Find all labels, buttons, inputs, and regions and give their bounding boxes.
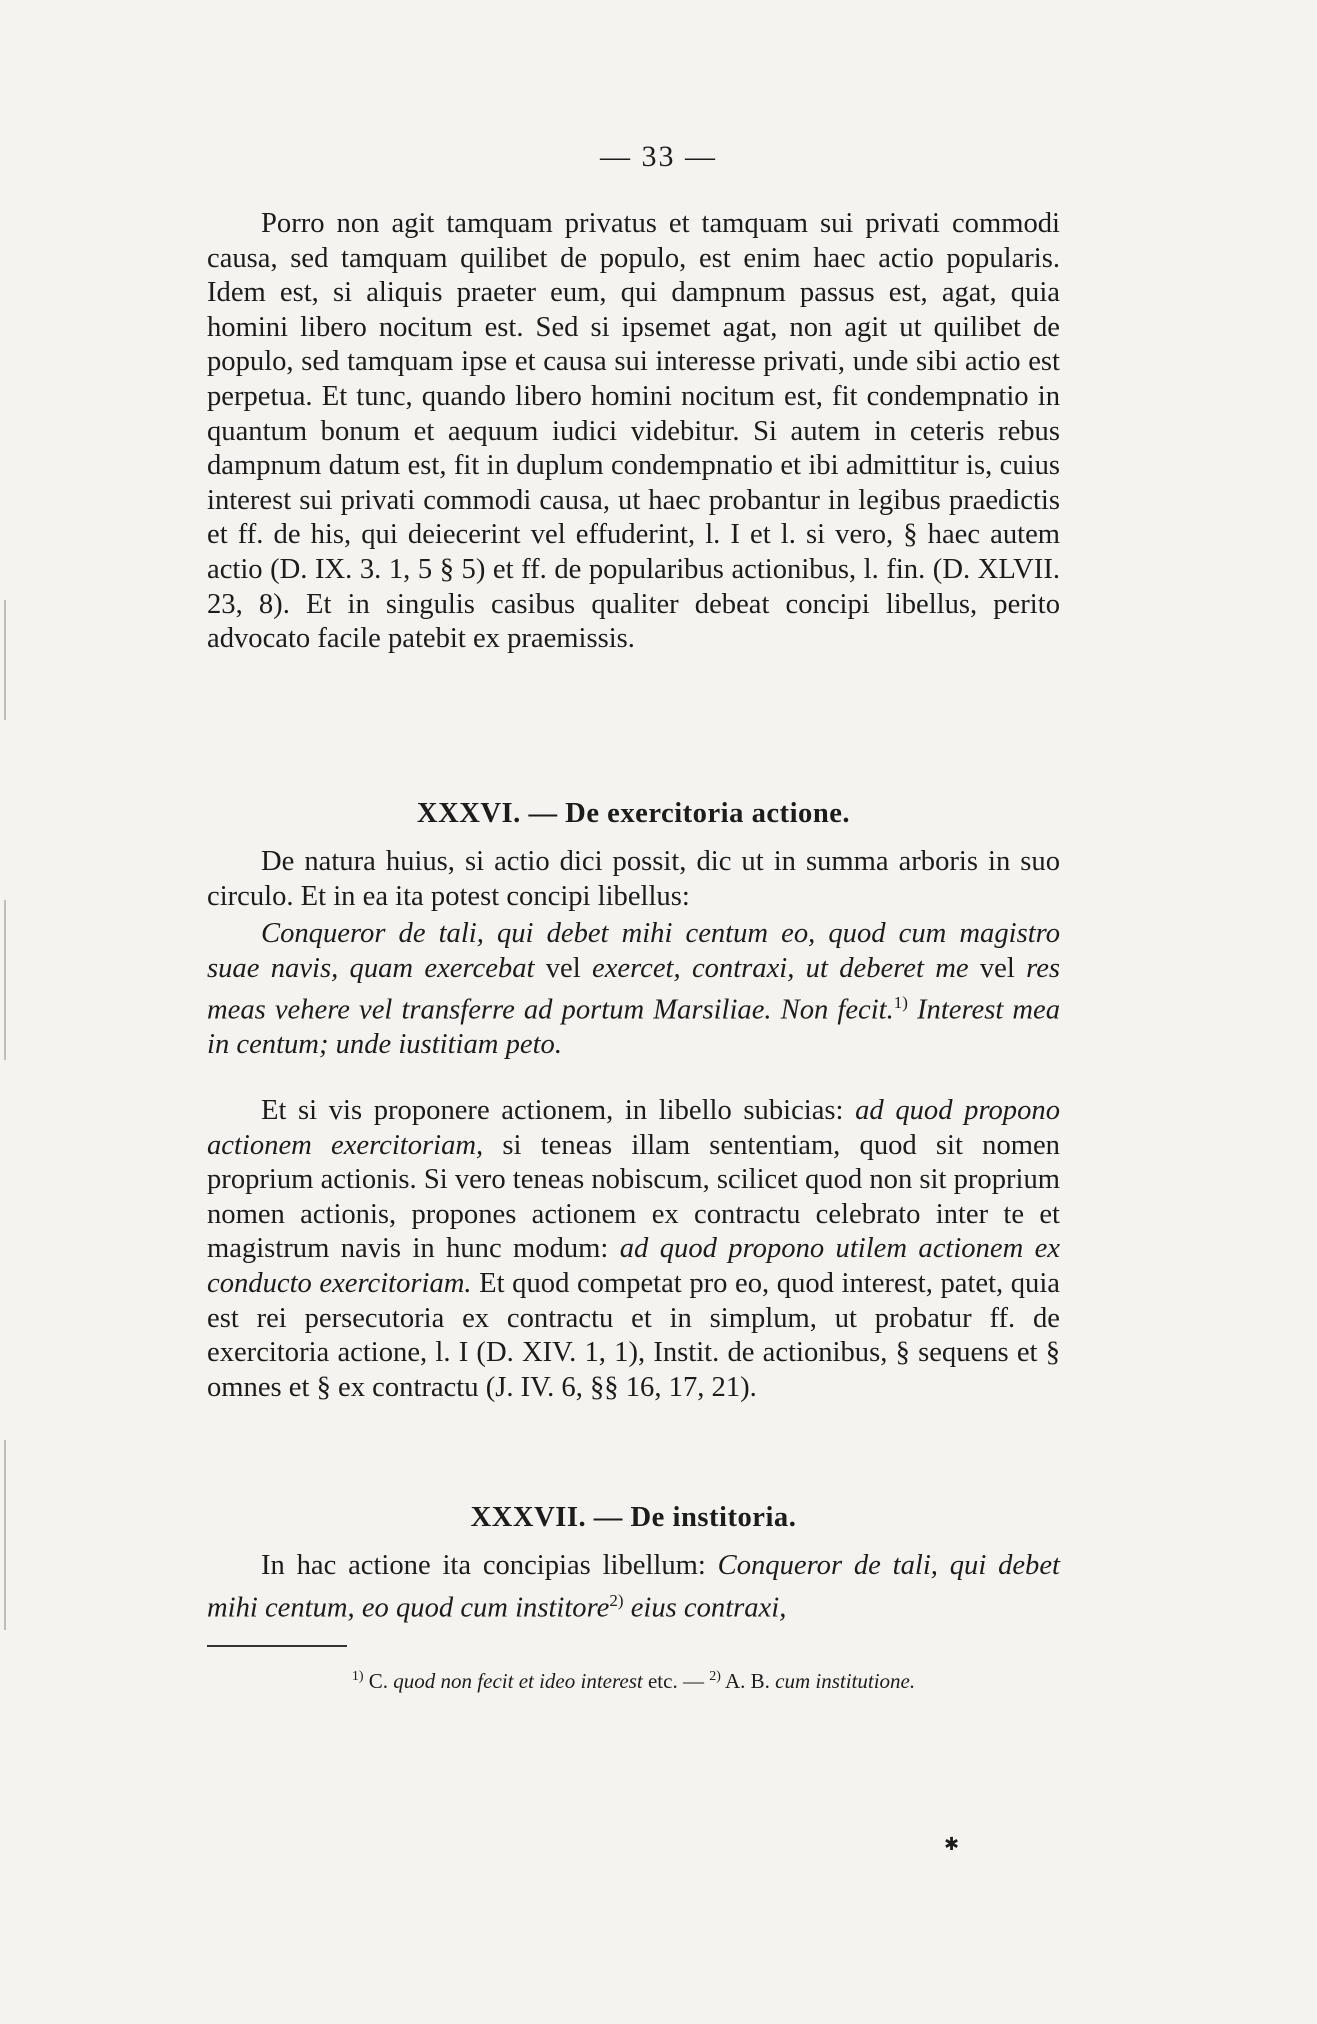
section36-intro: De natura huius, si actio dici possit, dic ut in summa arboris in suo circulo. Et in ea ita potest concipi libellus: — [207, 846, 1060, 912]
section-heading-36: XXXVI. — De exercitoria actione. — [416, 798, 851, 829]
p3-part-d: ad quod propono utilem actionem ex conducto exercitoriam. — [207, 1233, 1060, 1299]
formula-vel-1: vel — [534, 952, 593, 984]
section36-formula — [207, 917, 1060, 1063]
s37-part-a: In hac actione ita concipias libellum: — [261, 1550, 718, 1581]
footnotes — [207, 1669, 1060, 1694]
footnote-1-b: quod non fecit et ideo interest — [393, 1669, 643, 1693]
formula-part-d: Interest mea in centum; unde iustitiam peto. — [207, 994, 1061, 1061]
section-heading-37: XXXVII. — De institoria. — [470, 1502, 797, 1533]
footnote-2-a: A. B. — [720, 1669, 776, 1693]
footnote-mark-2: 2) — [709, 1669, 721, 1684]
footnote-ref-1: 1) — [893, 993, 908, 1013]
formula-part-c: res meas vehere vel transferre ad portum Marsiliae. Non fecit. — [207, 952, 1061, 1026]
p3-part-b: ad quod propono actionem exercitoriam, — [207, 1095, 1060, 1161]
section36-paragraph — [207, 1094, 1060, 1405]
p3-part-c: si teneas illam sententiam, quod sit nomen proprium actionis. Si vero teneas nobiscum, scilicet quod non sit proprium nomen actionis, propones actionem ex contractu celebrato inter te et magistrum navis in hunc modum: — [207, 1129, 1060, 1265]
section37-paragraph — [207, 1549, 1060, 1626]
p3-part-a: Et si vis proponere actionem, in libello subicias: — [261, 1095, 856, 1126]
page-number: — 33 — — [600, 140, 717, 173]
paragraph-opening: Porro non agit tamquam privatus et tamquam sui privati commodi causa, sed tamquam quilibet de populo, est enim haec actio popularis. Idem est, si aliquis praeter eum, qui dampnum passus est, agat, quia homini libero nocitum est. Sed si ipsemet agat, non agit ut quilibet de populo, sed tamquam ipse et causa sui interesse privati, unde sibi actio est perpetua. Et tunc, quando libero homini nocitum est, fit condempnatio in quantum bonum et aequum iudici videbitur. Si autem in ceteris rebus dampnum datum est, fit in duplum condempnatio et ibi admittitur is, cuius interest sui privati commodi causa, ut haec probantur in legibus praedictis et ff. de his, qui deiecerint vel effuderint, l. I et l. si vero, § haec autem actio (D. IX. 3. 1, 5 § 5) et ff. de popularibus actionibus, l. fin. (D. XLVII. 23, 8). Et in singulis casibus qualiter debeat concipi libellus, perito advocato facile patebit ex praemissis. — [207, 208, 1060, 655]
scan-edge-mark — [4, 900, 6, 1060]
p3-part-e: Et quod competat pro eo, quod interest, patet, quia est rei persecutoria ex contractu et in simplum, ut probatur ff. de exercitoria actione, l. I (D. XIV. 1, 1), Instit. de actionibus, § sequens et § omnes et § ex contractu (J. IV. 6, §§ 16, 17, 21). — [207, 1267, 1060, 1403]
footnote-mark-1: 1) — [351, 1669, 364, 1684]
footnote-divider — [207, 1645, 347, 1647]
footnote-2-b: cum institutione. — [775, 1669, 916, 1693]
formula-part-a: Conqueror de tali, qui debet mihi centum eo, quod cum magistro suae navis, quam exercebat — [207, 918, 1060, 984]
scan-edge-mark — [4, 600, 6, 720]
formula-vel-2: vel — [968, 952, 1027, 984]
formula-part-b: exercet, contraxi, ut deberet me — [592, 952, 969, 984]
footnote-1-a: C. — [363, 1669, 394, 1693]
footnote-ref-2: 2) — [609, 1590, 624, 1610]
stray-ink-mark: ✱ — [944, 1834, 960, 1854]
footnote-1-c: etc. — — [642, 1669, 710, 1693]
s37-part-c: eius contraxi, — [623, 1592, 787, 1624]
scan-edge-mark — [4, 1440, 6, 1630]
s37-part-b: Conqueror de tali, qui debet mihi centum, eo quod cum institore — [207, 1550, 1060, 1624]
